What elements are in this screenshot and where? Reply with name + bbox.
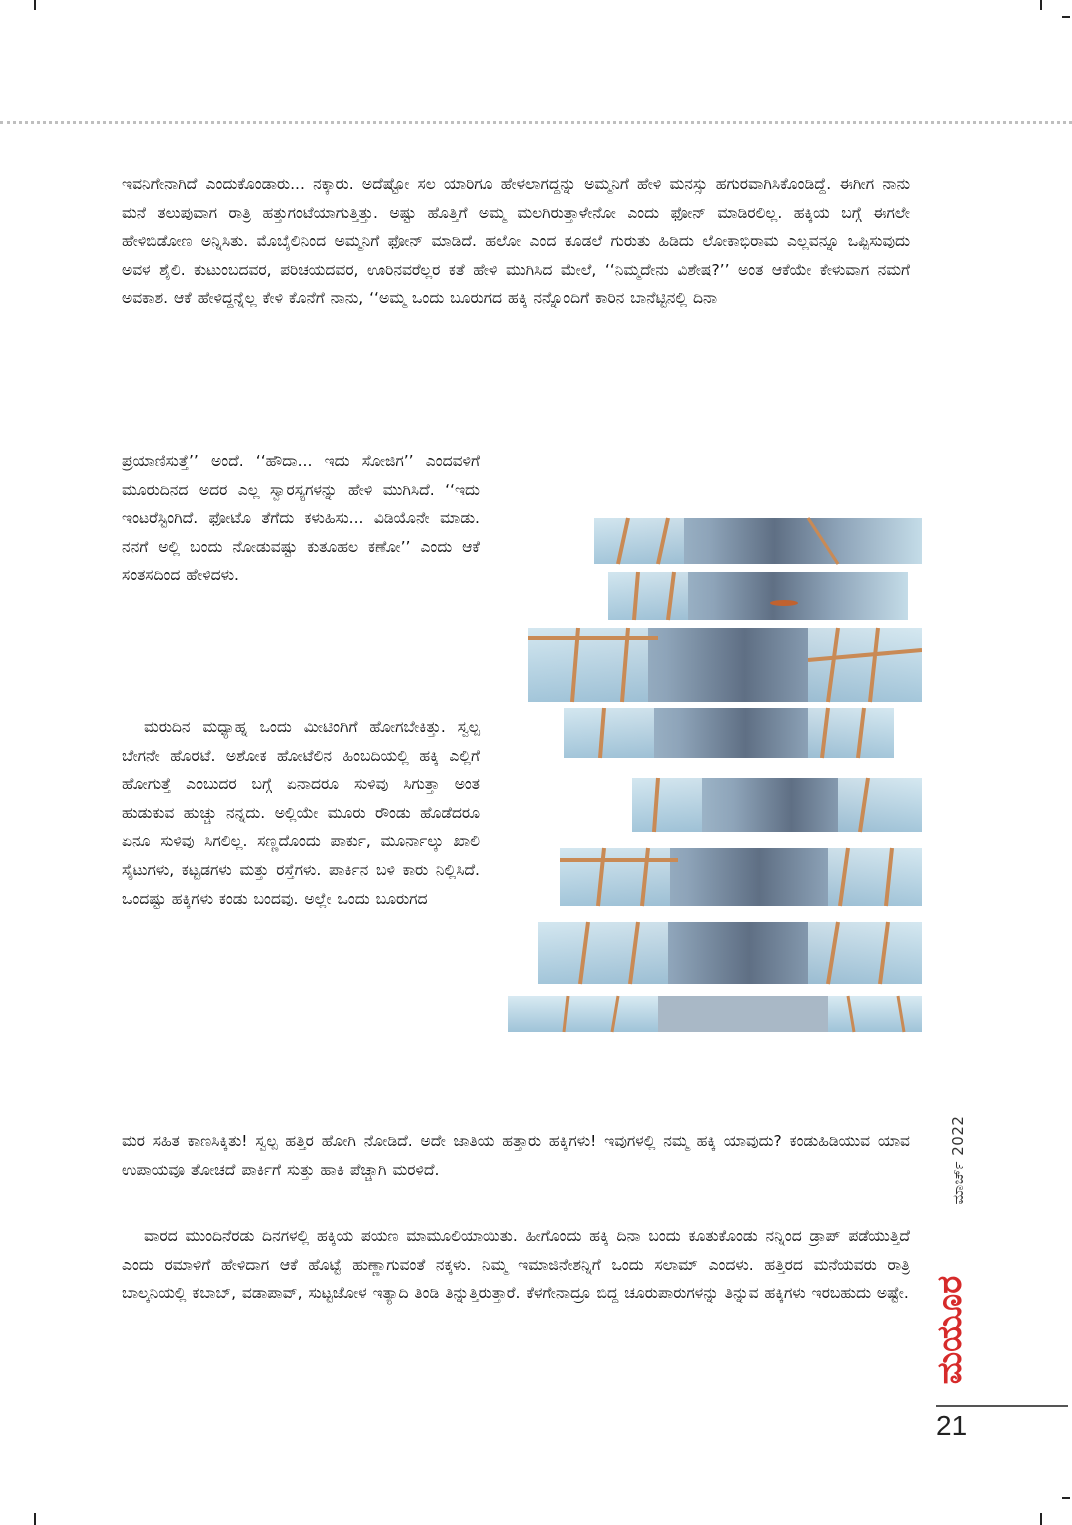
strip-1 [594,518,922,564]
crop-mark-right-upper [1062,16,1070,18]
page-number: 21 [936,1410,968,1441]
magazine-logo: ಮಯೂರ [930,1275,970,1385]
paragraph-3: ಮರುದಿನ ಮಧ್ಯಾಹ್ನ ಒಂದು ಮೀಟಿಂಗಿಗೆ ಹೋಗಬೇಕಿತ್ತು. ಸ್ವಲ್ಪ ಬೇಗನೇ ಹೊರಟೆ. ಅಶೋಕ ಹೋಟೆಲಿನ ಹಿಂಬದಿಯಲ್ಲಿ ಹಕ್ಕಿ ಎಲ್ಲಿಗೆ ಹೋಗುತ್ತೆ ಎಂಬುದರ ಬಗ್ಗೆ ಏನಾದರೂ ಸುಳಿವು ಸಿಗುತ್ತಾ ಅಂತ ಹುಡುಕುವ ಹುಚ್ಚು ನನ್ನದು. ಅಲ್ಲಿಯೇ ಮೂರು ರೌಂಡು ಹೊಡೆದರೂ ಏನೂ ಸುಳಿವು ಸಿಗಲಿಲ್ಲ. ಸಣ್ಣದೊಂದು ಪಾರ್ಕು, ಮೂರ್ನಾಲ್ಕು ಖಾಲಿ ಸೈಟುಗಳು, ಕಟ್ಟಡಗಳು ಮತ್ತು ರಸ್ತೆಗಳು. ಪಾರ್ಕಿನ ಬಳಿ ಕಾರು ನಿಲ್ಲಿಸಿದೆ. ಒಂದಷ್ಟು ಹಕ್ಕಿಗಳು ಕಂಡು ಬಂದವು. ಅಲ್ಲೇ ಒಂದು ಬೂರುಗದ [122,718,480,908]
crop-mark-right-lower [1062,1497,1070,1499]
paragraph-4: ಮರ ಸಹಿತ ಕಾಣಸಿಕ್ಕಿತು! ಸ್ವಲ್ಪ ಹತ್ತಿರ ಹೋಗಿ ನೋಡಿದೆ. ಅದೇ ಜಾತಿಯ ಹತ್ತಾರು ಹಕ್ಕಿಗಳು! ಇವುಗಳಲ್ಲಿ ನಮ್ಮ ಹಕ್ಕಿ ಯಾವುದು? ಕಂಡುಹಿಡಿಯುವ ಯಾವ ಉಪಾಯವೂ ತೋಚದೆ ಪಾರ್ಕಿಗೆ ಸುತ್ತು ಹಾಕಿ ಪೆಚ್ಚಾಗಿ ಮರಳಿದೆ. [122,1132,910,1179]
paragraph-1: ಇವನಿಗೇನಾಗಿದೆ ಎಂದುಕೊಂಡಾರು... ನಕ್ಕಾರು. ಅದೆಷ್ಟೋ ಸಲ ಯಾರಿಗೂ ಹೇಳಲಾಗದ್ದನ್ನು ಅಮ್ಮನಿಗೆ ಹೇಳಿ ಮನಸ್ಸು ಹಗುರವಾಗಿಸಿಕೊಂಡಿದ್ದೆ. ಈಗೀಗ ನಾನು ಮನೆ ತಲುಪುವಾಗ ರಾತ್ರಿ ಹತ್ತುಗಂಟೆಯಾಗುತ್ತಿತ್ತು. ಅಷ್ಟು ಹೊತ್ತಿಗೆ ಅಮ್ಮ ಮಲಗಿರುತ್ತಾಳೇನೋ ಎಂದು ಫೋನ್ ಮಾಡಿರಲಿಲ್ಲ. ಹಕ್ಕಿಯ ಬಗ್ಗೆ ಈಗಲೇ ಹೇಳಿಬಿಡೋಣ ಅನ್ನಿಸಿತು. ಮೊಬೈಲಿನಿಂದ ಅಮ್ಮನಿಗೆ ಫೋನ್ ಮಾಡಿದೆ. ಹಲೋ ಎಂದ ಕೂಡಲೆ ಗುರುತು ಹಿಡಿದು ಲೋಕಾಭಿರಾಮ ಎಲ್ಲವನ್ನೂ ಒಪ್ಪಿಸುವುದು ಅವಳ ಶೈಲಿ. ಕುಟುಂಬದವರ, ಪರಿಚಯದವರ, ಊರಿನವರೆಲ್ಲರ ಕತೆ ಹೇಳಿ ಮುಗಿಸಿದ ಮೇಲೆ, ‘‘ನಿಮ್ಮದೇನು ವಿಶೇಷ?’’ ಅಂತ ಆಕೆಯೇ ಕೇಳುವಾಗ ನಮಗೆ ಅವಕಾಶ. ಆಕೆ ಹೇಳಿದ್ದನ್ನೆಲ್ಲ ಕೇಳಿ ಕೊನೆಗೆ ನಾನು, ‘‘ಅಮ್ಮ ಒಂದು ಬೂರುಗದ ಹಕ್ಕಿ ನನ್ನೊಂದಿಗೆ ಕಾರಿನ ಬಾನೆಟ್ಟಿನಲ್ಲಿ ದಿನಾ [122,175,910,308]
page-number-rule [936,1405,1068,1407]
crop-mark-top-left [34,0,36,10]
strip-5 [632,778,922,832]
strip-4 [564,708,894,758]
issue-month-label: ಮಾರ್ಚ್ 2022 [949,1115,967,1205]
strip-3 [528,628,922,702]
strip-2 [608,572,908,620]
header-dotted-rule [0,121,1072,124]
strip-7 [538,922,922,984]
crop-mark-bottom-right [1040,1513,1042,1525]
crop-mark-bottom-left [34,1513,36,1525]
paragraph-5: ವಾರದ ಮುಂದಿನೆರಡು ದಿನಗಳಲ್ಲಿ ಹಕ್ಕಿಯ ಪಯಣ ಮಾಮೂಲಿಯಾಯಿತು. ಹೀಗೊಂದು ಹಕ್ಕಿ ದಿನಾ ಬಂದು ಕೂತುಕೊಂಡು ನನ್ನಿಂದ ಡ್ರಾಪ್ ಪಡೆಯುತ್ತಿದೆ ಎಂದು ರಮಾಳಿಗೆ ಹೇಳಿದಾಗ ಆಕೆ ಹೊಟ್ಟೆ ಹುಣ್ಣಾಗುವಂತೆ ನಕ್ಕಳು. ನಿಮ್ಮ ಇಮಾಜಿನೇಶನ್ನಿಗೆ ಒಂದು ಸಲಾಮ್ ಎಂದಳು. ಹತ್ತಿರದ ಮನೆಯವರು ರಾತ್ರಿ ಬಾಲ್ಕನಿಯಲ್ಲಿ ಕಬಾಬ್, ವಡಾಪಾವ್, ಸುಟ್ಟಜೋಳ ಇತ್ಯಾದಿ ತಿಂಡಿ ತಿನ್ನುತ್ತಿರುತ್ತಾರೆ. ಕೆಳಗೇನಾದ್ರೂ ಬಿದ್ದ ಚೂರುಪಾರುಗಳನ್ನು ತಿನ್ನುವ ಹಕ್ಕಿಗಳು ಇರಬಹುದು ಅಷ್ಟೇ. [122,1227,910,1303]
strip-8 [508,996,922,1032]
building-illustration [508,510,922,1040]
strip-6 [560,848,922,906]
crop-mark-top-right [1040,0,1042,10]
paragraph-2: ಪ್ರಯಾಣಿಸುತ್ತೆ’’ ಅಂದೆ. ‘‘ಹೌದಾ... ಇದು ಸೋಜಿಗ’’ ಎಂದವಳಿಗೆ ಮೂರುದಿನದ ಅದರ ಎಲ್ಲ ಸ್ವಾರಸ್ಯಗಳನ್ನು ಹೇಳಿ ಮುಗಿಸಿದೆ. ‘‘ಇದು ಇಂಟರೆಸ್ಟಿಂಗಿದೆ. ಫೋಟೊ ತೆಗೆದು ಕಳುಹಿಸು... ವಿಡಿಯೊನೇ ಮಾಡು. ನನಗೆ ಅಲ್ಲಿ ಬಂದು ನೋಡುವಷ್ಟು ಕುತೂಹಲ ಕಣೋ’’ ಎಂದು ಆಕೆ ಸಂತಸದಿಂದ ಹೇಳಿದಳು. [122,452,480,585]
